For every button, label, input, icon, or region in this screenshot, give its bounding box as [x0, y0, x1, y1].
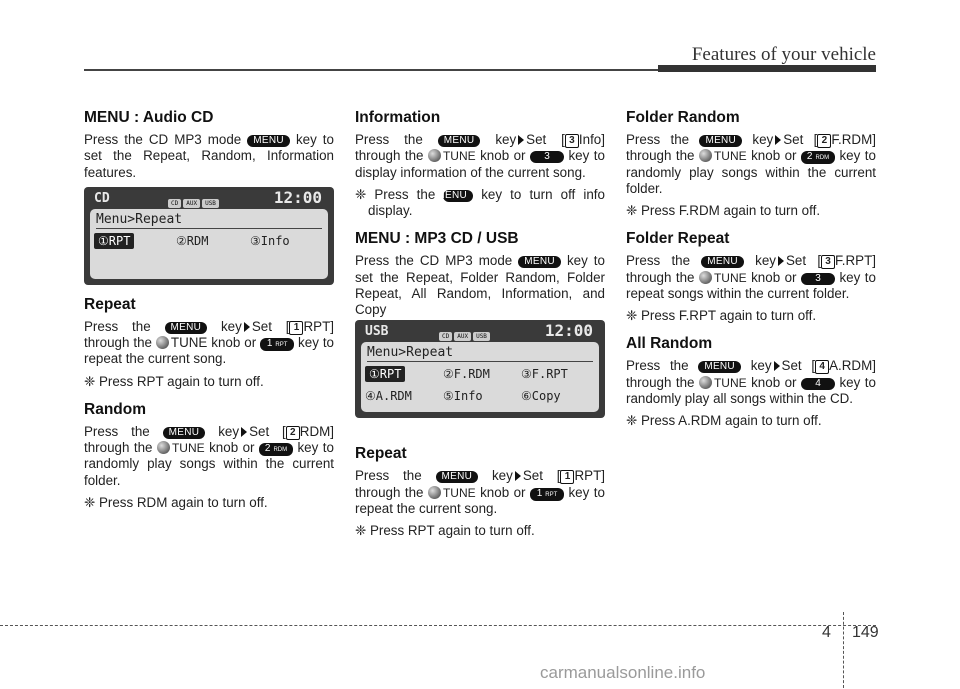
heading-random: Random	[84, 400, 146, 418]
column-2	[355, 110, 605, 545]
option-copy: ⑥Copy	[521, 389, 561, 404]
heading-folder-repeat: Folder Repeat	[626, 230, 730, 248]
key-2-rdm-icon: 2 RDM	[259, 443, 293, 456]
note-information: ❈ Press the MENU key to turn off info display.	[355, 186, 605, 219]
number-1-icon: 1	[289, 321, 303, 335]
menu-key-icon: MENU	[518, 256, 561, 268]
column-3	[626, 110, 876, 435]
note-folder-repeat: ❈ Press F.RPT again to turn off.	[626, 308, 817, 324]
screen-source: USB	[365, 324, 389, 340]
key-1-rpt-icon: 1 RPT	[260, 338, 294, 351]
menu-key-icon: MENU	[436, 471, 479, 483]
arrow-right-icon	[774, 361, 780, 371]
paragraph-folder-random: Press the MENU key Set [ 2 F.RDM] through the TUNE knob or 2 RDM key to randomly play songs within the current folder.	[626, 132, 876, 196]
option-a-rdm: ④A.RDM	[365, 389, 412, 404]
tune-knob-icon	[699, 376, 712, 389]
chip-usb: USB	[473, 332, 490, 341]
arrow-right-icon	[515, 471, 521, 481]
paragraph-repeat: Press the MENU key Set [ 1 RPT] through the TUNE knob or 1 RPT key to repeat the current song.	[84, 319, 334, 367]
note-repeat: ❈ Press RPT again to turn off.	[84, 373, 264, 389]
note-all-random: ❈ Press A.RDM again to turn off.	[626, 413, 822, 429]
paragraph-audio-cd: Press the CD MP3 mode MENU key to set the Repeat, Random, Information features.	[84, 132, 334, 180]
header-bar	[658, 65, 876, 72]
screen-clock: 12:00	[273, 187, 322, 207]
menu-key-icon: MENU	[165, 322, 208, 334]
screen-menu-title: Menu>Repeat	[367, 345, 454, 361]
key-4-icon: 4	[801, 378, 835, 390]
heading-menu-audio-cd: MENU : Audio CD	[84, 109, 214, 126]
heading-folder-random: Folder Random	[626, 109, 740, 126]
option-rpt: ①RPT	[365, 366, 405, 382]
menu-key-icon: MENU	[698, 361, 741, 373]
tune-knob-icon	[428, 149, 441, 162]
footer-rule	[0, 625, 876, 626]
key-1-rpt-icon: 1 RPT	[530, 488, 564, 501]
tune-knob-icon	[156, 336, 169, 349]
paragraph-repeat-mp3: Press the MENU key Set [ 1 RPT] through the TUNE knob or 1 RPT key to repeat the current song.	[355, 468, 605, 516]
option-f-rpt: ③F.RPT	[521, 367, 568, 382]
screen-menu-panel	[90, 209, 328, 279]
heading-information: Information	[355, 109, 441, 126]
number-3-icon: 3	[821, 255, 835, 269]
screen-menu-panel	[361, 342, 599, 412]
menu-key-icon: MENU	[163, 427, 206, 439]
menu-key-icon: MENU	[701, 256, 744, 268]
menu-key-icon: MENU	[247, 135, 290, 147]
heading-menu-mp3-usb: MENU : MP3 CD / USB	[355, 230, 519, 248]
audio-screen-cd	[84, 187, 334, 285]
section-title: Features of your vehicle	[691, 44, 876, 65]
arrow-right-icon	[518, 135, 524, 145]
page-number: 149	[852, 624, 879, 641]
arrow-right-icon	[775, 135, 781, 145]
menu-key-icon: MENU	[443, 190, 473, 202]
chip-cd: CD	[168, 199, 181, 208]
paragraph-mp3-usb: Press the CD MP3 mode MENU key to set the Repeat, Folder Random, Folder Repeat, All Random, Information, and Copy	[355, 253, 605, 318]
tune-knob-icon	[699, 271, 712, 284]
note-random: ❈ Press RDM again to turn off.	[84, 494, 268, 510]
arrow-right-icon	[244, 322, 250, 332]
number-2-icon: 2	[286, 426, 300, 440]
paragraph-all-random: Press the MENU key Set [ 4 A.RDM] through the TUNE knob or 4 key to randomly play all songs within the CD.	[626, 358, 876, 406]
screen-clock: 12:00	[544, 321, 593, 341]
paragraph-information: Press the MENU key Set [ 3 Info] through the TUNE knob or 3 key to display information of the current song.	[355, 132, 605, 180]
heading-repeat: Repeat	[84, 295, 136, 313]
menu-key-icon: MENU	[438, 135, 481, 147]
option-f-rdm: ②F.RDM	[443, 367, 490, 382]
number-4-icon: 4	[815, 360, 829, 374]
key-2-rdm-icon: 2 RDM	[801, 151, 835, 164]
option-info: ⑤Info	[443, 389, 483, 404]
audio-screen-usb	[355, 320, 605, 418]
key-3-icon: 3	[801, 273, 835, 285]
chapter-number: 4	[822, 624, 831, 641]
heading-all-random: All Random	[626, 335, 713, 353]
watermark: carmanualsonline.info	[540, 663, 706, 682]
option-rdm: ②RDM	[176, 233, 209, 248]
arrow-right-icon	[241, 427, 247, 437]
key-3-icon: 3	[530, 151, 564, 163]
note-folder-random: ❈ Press F.RDM again to turn off.	[626, 203, 821, 219]
tune-knob-icon	[699, 149, 712, 162]
chip-usb: USB	[202, 199, 219, 208]
option-rpt: ①RPT	[94, 233, 134, 249]
screen-menu-title: Menu>Repeat	[96, 211, 183, 227]
heading-repeat-mp3: Repeat	[355, 445, 407, 463]
number-1-icon: 1	[560, 470, 574, 484]
option-info: ③Info	[250, 233, 290, 248]
chip-cd: CD	[439, 332, 452, 341]
number-3-icon: 3	[565, 134, 579, 148]
tune-knob-icon	[157, 441, 170, 454]
chip-aux: AUX	[454, 332, 471, 341]
tune-knob-icon	[428, 486, 441, 499]
note-repeat-mp3: ❈ Press RPT again to turn off.	[355, 523, 535, 539]
chip-aux: AUX	[183, 199, 200, 208]
arrow-right-icon	[778, 256, 784, 266]
menu-key-icon: MENU	[699, 135, 742, 147]
paragraph-random: Press the MENU key Set [ 2 RDM] through the TUNE knob or 2 RDM key to randomly play songs within the current folder.	[84, 424, 334, 488]
paragraph-folder-repeat: Press the MENU key Set [ 3 F.RPT] through the TUNE knob or 3 key to repeat songs within the current folder.	[626, 253, 876, 301]
footer-separator	[843, 612, 844, 688]
number-2-icon: 2	[817, 134, 831, 148]
screen-source: CD	[94, 190, 110, 206]
column-1	[84, 110, 334, 517]
